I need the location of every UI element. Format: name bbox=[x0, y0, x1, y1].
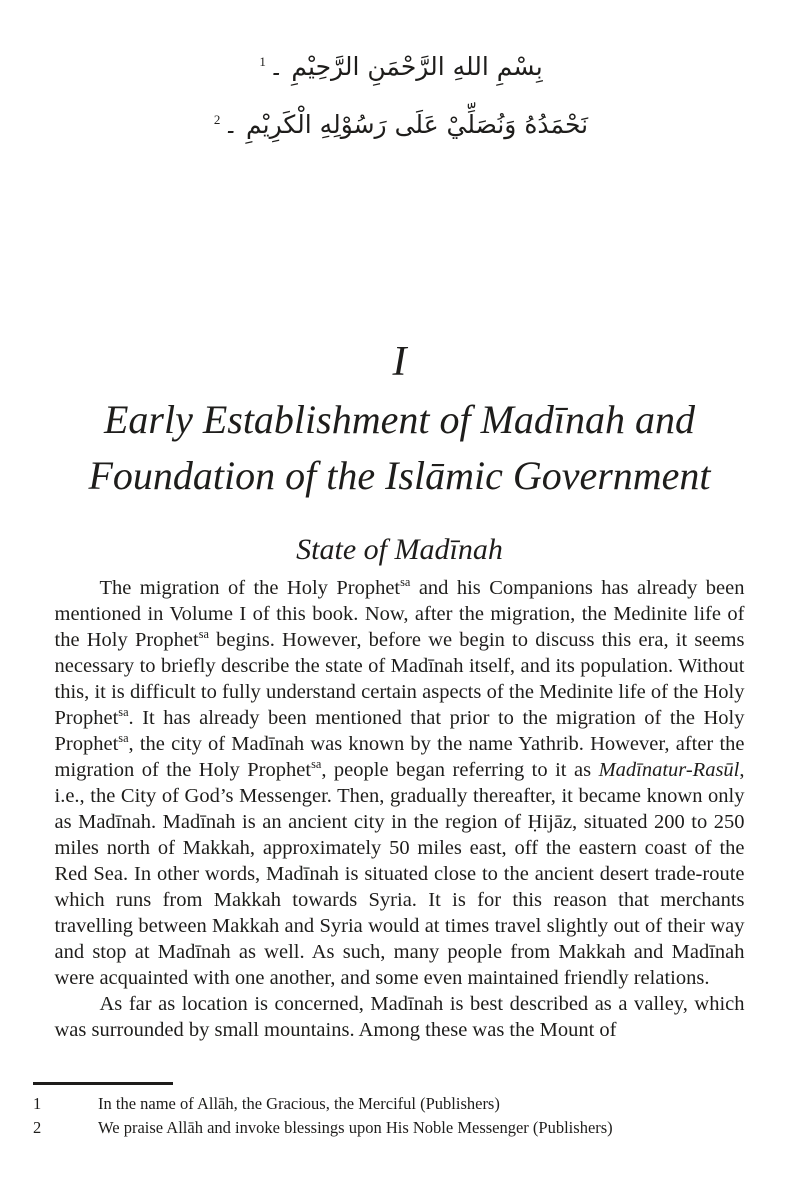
paragraph-state-of-madinah-2: As far as location is concerned, Madīnah is best described as a valley, which was surrounded by small mountains. Among these was the Mount of bbox=[54, 993, 745, 1041]
section-heading: State of Madīnah bbox=[296, 533, 503, 566]
footnote-text-1: In the name of Allāh, the Gracious, the Merciful (Publishers) bbox=[98, 1094, 500, 1113]
paragraph-state-of-madinah-1: The migration of the Holy Prophet$^{sa}$ and his Companions has already been mentioned in Volume I of this book. Now, after the migration, the Medinite life of the Holy Prophet$^{sa}$ begins. However, before we begin to discuss this era, it seems necessary to briefly describe the state of Madīnah itself, and its population. Without this, it is difficult to fully understand certain aspects of the Medinite life of the Holy Prophet$^{sa}$. It has already been mentioned that prior to the migration of the Holy Prophet$^{sa}$, the city of Madīnah was known by the name Yathrib. However, after the migration of the Holy Prophet$^{sa}$, people began referring to it as Madīnatur-Rasūl, i.e., the City of God’s Messenger. Then, gradually thereafter, it became known only as Madīnah. Madīnah is an ancient city in the region of Ḥijāz, situated 200 to 250 miles north of Makkah, approximately 50 miles east, off the eastern coast of the Red Sea. In other words, Madīnah is situated close to the ancient desert trade-route which runs from Makkah towards Syria. It is for this reason that merchants travelling between Makkah and Syria would at times travel slightly out of their way and stop at Madīnah as well. As such, many people from Makkah and Madīnah were acquainted with one another, and some even maintained friendly relations. bbox=[54, 575, 745, 989]
bismillah-block bbox=[0, 0, 799, 154]
chapter-title-line-2: Foundation of the Islāmic Government bbox=[88, 453, 711, 498]
bismillah-line-2 bbox=[0, 96, 799, 154]
bismillah-line-1 bbox=[0, 38, 799, 96]
bismillah-arabic-text-1: بِسْمِ اللهِ الرَّحْمَنِ الرَّحِيْمِ ۔ bbox=[268, 52, 543, 81]
footnote-item-1 bbox=[33, 1092, 766, 1116]
chapter-title bbox=[0, 392, 799, 504]
chapter-number: I bbox=[392, 339, 407, 385]
body-text bbox=[55, 575, 745, 1043]
footnote-number-1: 1 bbox=[33, 1094, 42, 1113]
bismillah-arabic-text-2: نَحْمَدُهُ وَنُصَلِّيْ عَلَى رَسُوْلِهِ الْكَرِيْمِ ۔ bbox=[223, 110, 589, 139]
chapter-title-line-1: Early Establishment of Madīnah and bbox=[103, 397, 696, 442]
footnote-item-2 bbox=[33, 1116, 766, 1140]
footnote-text-2: We praise Allāh and invoke blessings upon His Noble Messenger (Publishers) bbox=[98, 1118, 613, 1137]
footnote-number-2: 2 bbox=[33, 1118, 42, 1137]
footnote-ref-1: 1 bbox=[259, 53, 266, 69]
footnotes-block bbox=[33, 1082, 766, 1140]
footnote-ref-2: 2 bbox=[213, 111, 221, 127]
footnote-separator-rule bbox=[33, 1082, 173, 1085]
